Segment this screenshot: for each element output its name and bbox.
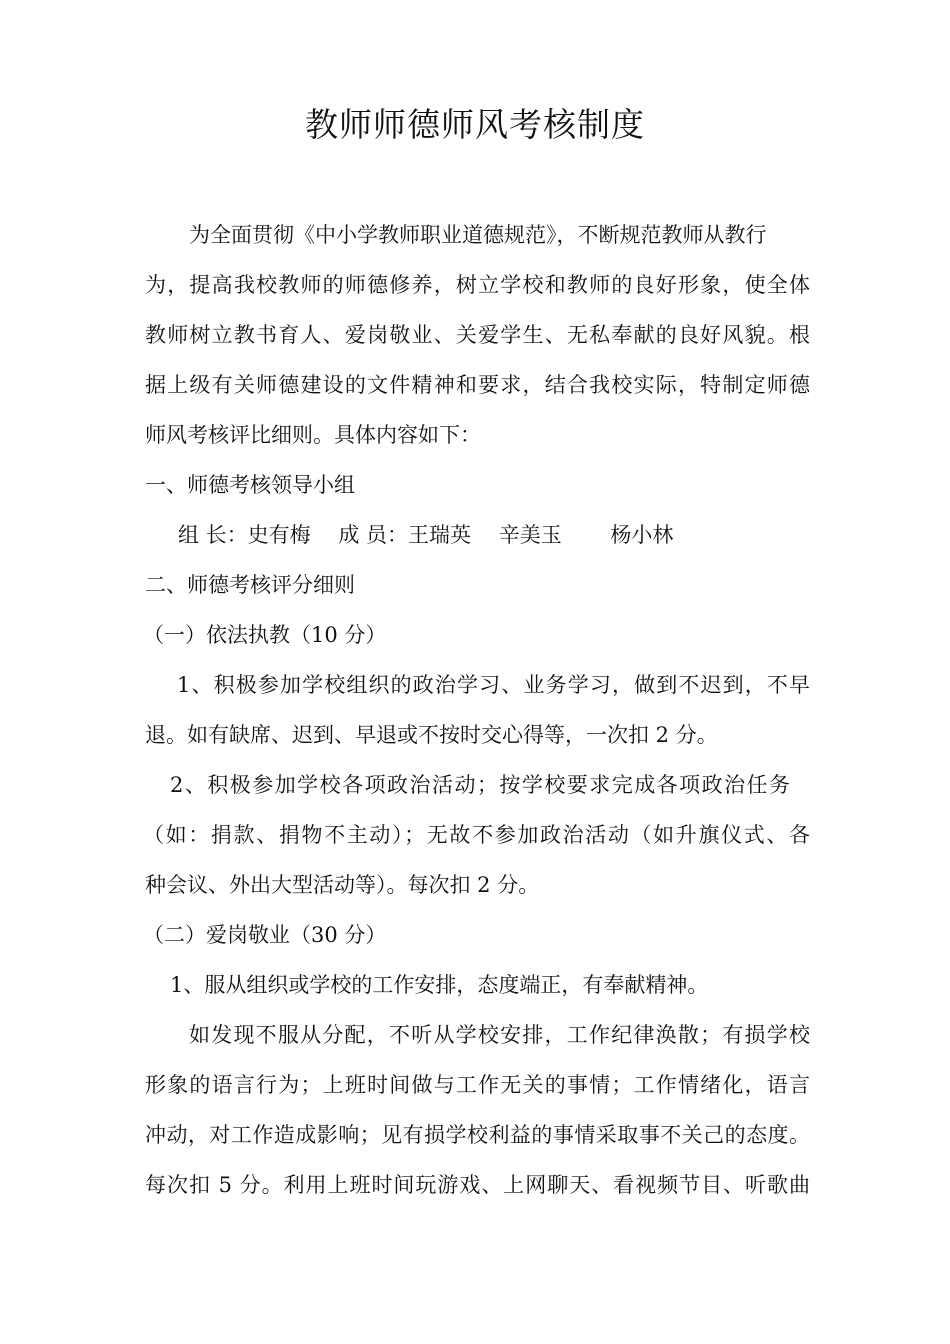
paragraph-line: 冲动，对工作造成影响；见有损学校利益的事情采取事不关己的态度。 — [145, 1123, 810, 1147]
paragraph-line: 教师树立教书育人、爱岗敬业、关爱学生、无私奉献的良好风貌。根 — [145, 323, 810, 347]
paragraph-line: 据上级有关师德建设的文件精神和要求，结合我校实际，特制定师德 — [145, 373, 810, 397]
paragraph-line: 1、积极参加学校组织的政治学习、业务学习，做到不迟到，不早 — [177, 673, 810, 697]
leader-group-line: 组 长：史有梅 成 员：王瑞英 辛美玉 杨小林 — [178, 523, 674, 547]
paragraph-line: 退。如有缺席、迟到、早退或不按时交心得等，一次扣 2 分。 — [145, 723, 718, 747]
paragraph-line: 形象的语言行为；上班时间做与工作无关的事情；工作情绪化，语言 — [145, 1073, 810, 1097]
section-heading: 二、师德考核评分细则 — [145, 573, 355, 597]
document-title: 教师师德师风考核制度 — [305, 105, 645, 144]
subsection-heading: （一）依法执教（10 分） — [143, 623, 387, 647]
paragraph-line: （如：捐款、捐物不主动）；无故不参加政治活动（如升旗仪式、各 — [143, 823, 810, 847]
paragraph-line: 1、服从组织或学校的工作安排，态度端正，有奉献精神。 — [170, 973, 709, 997]
paragraph-line: 为，提高我校教师的师德修养，树立学校和教师的良好形象，使全体 — [145, 273, 810, 297]
paragraph-line: 师风考核评比细则。具体内容如下： — [145, 423, 481, 447]
paragraph-line: 每次扣 5 分。利用上班时间玩游戏、上网聊天、看视频节目、听歌曲 — [145, 1173, 810, 1197]
paragraph-line: 种会议、外出大型活动等）。每次扣 2 分。 — [145, 873, 540, 897]
section-heading: 一、师德考核领导小组 — [145, 473, 355, 497]
subsection-heading: （二）爱岗敬业（30 分） — [143, 923, 387, 947]
paragraph-line: 为全面贯彻《中小学教师职业道德规范》，不断规范教师从教行 — [189, 223, 767, 247]
paragraph-line: 2、积极参加学校各项政治活动；按学校要求完成各项政治任务 — [170, 773, 790, 797]
paragraph-line: 如发现不服从分配，不听从学校安排，工作纪律涣散；有损学校 — [189, 1023, 810, 1047]
